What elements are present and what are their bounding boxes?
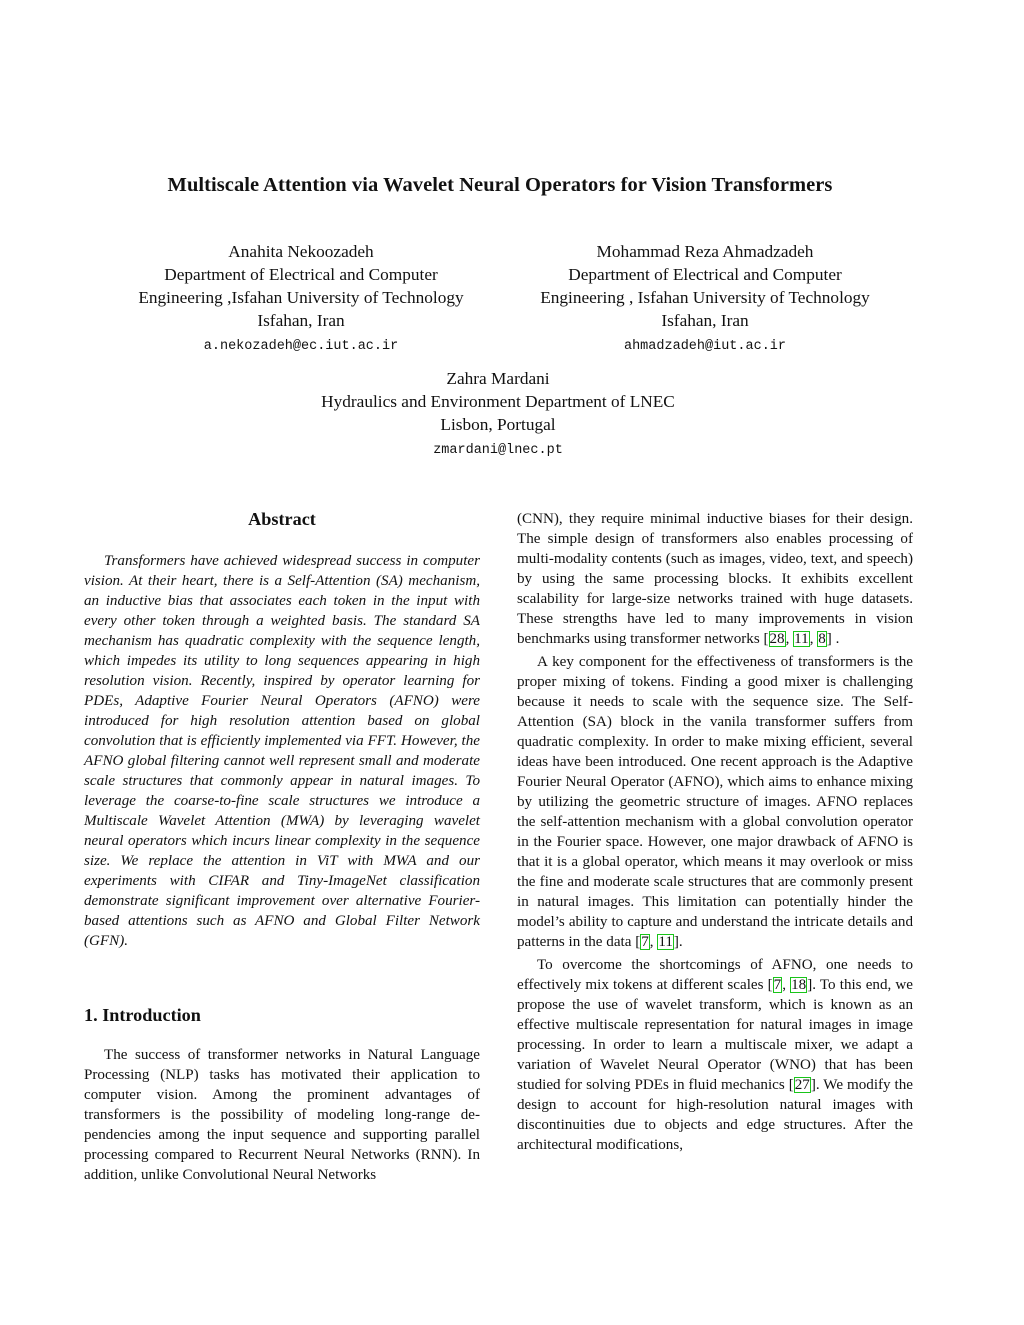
author-affiliation: Isfahan, Iran [257, 311, 345, 330]
citation-link[interactable]: 8 [818, 631, 826, 647]
paragraph-text: To overcome the shortcomings of AFNO, one needs to effectively mix tokens at different scales [517, 957, 913, 993]
intro-paragraph: To overcome the shortcomings of AFNO, one needs to effectively mix tokens at different scales [7, 18]. To this end, we propose the use of wavelet transform, which is known as an effective multiscale representation for natural images in image processing. In order to learn a multiscale mixer, we adapt a variation of Wavelet Neural Operator (WNO) that has been studied for solving PDEs in fluid mechanics [27]. We modify the design to account for high-resolution natural images with discontinuities due to objects and edge structures. After the architectural modifications, [517, 957, 914, 1153]
abstract-text: Transformers have achieved widespread success in computer vision. At their heart, there is a Self-Attention (SA) mechanism, an inductive bias that associates each token in the input with every other token through a weighted basis. The standard SA mechanism has quadratic complexity with the sequence length, which impedes its utility to long sequences appearing in high resolution vision. Recently, inspired by operator learning for PDEs, Adaptive Fourier Neural Operators (AFNO) were introduced for high resolution attention based on global convolution that is efficiently implemented via FFT. However, the AFNO global filtering cannot well represent small and moderate scale structures that commonly appear in natural images. To leverage the coarse-to-fine scale structures we introduce a Multiscale Wavelet Attention (MWA) by leveraging wavelet neural operators which incurs linear complexity in the sequence size. We replace the attention in ViT with MWA and our experiments with CIFAR and Tiny-ImageNet classification demonstrate significant improvement over alternative Fourier-based attentions such as AFNO and Global Filter Network (GFN). [84, 553, 480, 949]
citation-link[interactable]: 7 [641, 934, 649, 950]
author-affiliation: Department of Electrical and Computer [164, 265, 438, 284]
author-block [257, 367, 739, 462]
author-affiliation: Engineering , Isfahan University of Technology [540, 288, 870, 307]
author-affiliation: Engineering ,Isfahan University of Technology [138, 288, 464, 307]
author-affiliation: Department of Electrical and Computer [568, 265, 842, 284]
author-name: Zahra Mardani [446, 369, 550, 388]
paragraph-text: . To this end, we propose the use of wavelet transform, which is known as an effective multiscale representation for natural images in image processing. In order to learn a multiscale mixer, we adapt a variation of Wavelet Neural Operator (WNO) that has been studied for solving PDEs in fluid mechanics [517, 977, 914, 1093]
paragraph-text: . [831, 631, 840, 647]
paragraph-text: . We modify the design to account for high-resolution natural images with discontinuities due to objects and edge structures. After the architectural modifications, [517, 1077, 913, 1153]
author-affiliation: Lisbon, Portugal [440, 415, 556, 434]
citation-link[interactable]: 28 [769, 631, 785, 647]
author-name: Anahita Nekoozadeh [228, 242, 374, 261]
paragraph-text: (CNN), they require minimal inductive biases for their design. The simple design of transformers also enables processing of multi-modality contents (such as images, video, text, and speech) by using the same processing blocks. It exhibits excellent scalability for large-size networks trained with huge datasets. These strengths have led to many improvements in vision benchmarks using transformer networks [517, 511, 913, 647]
author-name: Mohammad Reza Ahmadzadeh [596, 242, 814, 261]
author-email[interactable]: ahmadzadeh@iut.ac.ir [623, 339, 787, 354]
intro-paragraph: A key component for the effectiveness of transformers is the proper mixing of tokens. Finding a good mixer is challenging because it needs to scale with the sequence size. The Self-Attention (SA) block in the vanila transformer suffers from quadratic complexity. In order to make mixing efficient, several ideas have been introduced. One recent approach is the Adaptive Fourier Neural Operator (AFNO), which aims to enhance mixing by utilizing the geometric structure of images. AFNO replaces the self-attention mechanism with a global convolution operator in the Fourier space. However, one major drawback of AFNO is that it is a global operator, which means it may overlook or miss the fine and moderate scale structures that are commonly present in natural images. This limitation can potentially hinder the model’s ability to capture and understand the intricate details and patterns in the data [7, 11]. [517, 654, 913, 950]
right-column [517, 509, 913, 1155]
citation-link[interactable]: 11 [794, 631, 809, 647]
author-email[interactable]: a.nekozadeh@ec.iut.ac.ir [203, 339, 399, 354]
citation-link[interactable]: 11 [658, 934, 673, 950]
citation-link[interactable]: 18 [791, 977, 807, 993]
intro-paragraph-continued: (CNN), they require minimal inductive biases for their design. The simple design of transformers also enables processing of multi-modality contents (such as images, video, text, and speech) by using the same processing blocks. It exhibits excellent scalability for large-size networks trained with huge datasets. These strengths have led to many improvements in vision benchmarks using transformer networks [28, 11, 8] . [517, 511, 913, 647]
author-email[interactable]: zmardani@lnec.pt [433, 443, 563, 458]
abstract-heading: Abstract [248, 509, 316, 529]
author-affiliation: Hydraulics and Environment Department of LNEC [321, 392, 675, 411]
citation-link[interactable]: 27 [794, 1077, 810, 1093]
paragraph-text: A key component for the effectiveness of transformers is the proper mixing of tokens. Finding a good mixer is challenging because it needs to scale with the sequence size. The Self-Attention (SA) block in the vanila transformer suffers from quadratic complexity. In order to make mixing efficient, several ideas have been introduced. One recent approach is the Adaptive Fourier Neural Operator (AFNO), which aims to enhance mixing by utilizing the geometric structure of images. AFNO replaces the self-attention mechanism with a global convolution operator in the Fourier space. However, one major drawback of AFNO is that it is a global operator, which means it may overlook or miss the fine and moderate scale structures that are commonly present in natural images. This limitation can potentially hinder the model’s ability to capture and understand the intricate details and patterns in the data [517, 654, 913, 950]
paragraph-text: . [678, 934, 683, 950]
citation-link[interactable]: 7 [773, 977, 782, 993]
left-column [84, 509, 480, 1185]
paper-title: Multiscale Attention via Wavelet Neural Operators for Vision Transformers [167, 174, 833, 196]
section-heading-introduction: 1. Introduction [84, 1005, 201, 1025]
intro-paragraph: The success of transformer networks in Natural Language Processing (NLP) tasks has motivated their application to computer vision. Among the prominent advantages of transformers is the possibility of modeling long-range dependencies among the input sequence and supporting parallel processing compared to Recurrent Neural Networks (RNN). In addition, unlike Convolutional Neural Networks [84, 1047, 480, 1183]
author-block [464, 240, 946, 358]
author-affiliation: Isfahan, Iran [661, 311, 749, 330]
